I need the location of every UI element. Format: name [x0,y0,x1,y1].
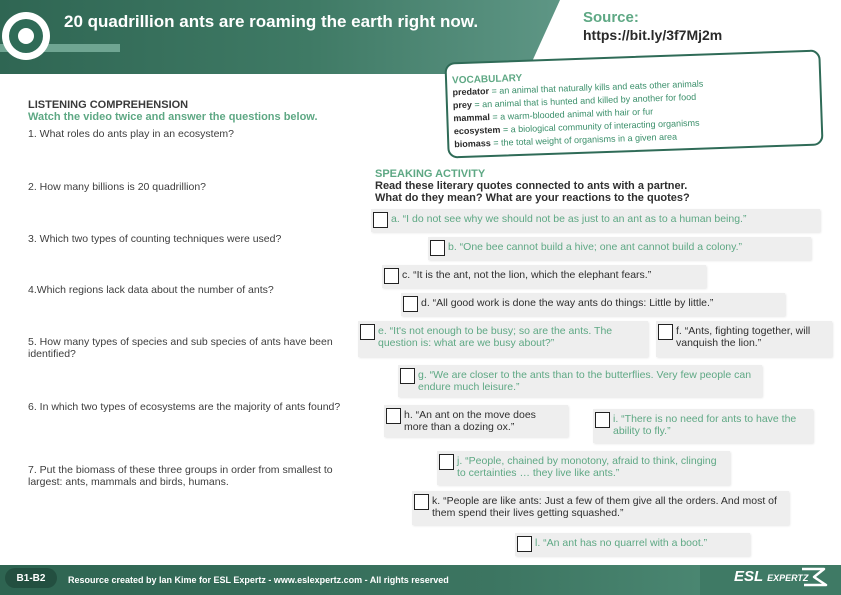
quote-checkbox[interactable] [439,454,454,470]
quote-e: e. “It's not enough to be busy; so are the ants. The question is: what are we busy about?” [358,321,648,357]
speaking-instruction: Read these literary quotes connected to ants with a partner. [375,180,688,192]
target-logo-icon [2,12,50,60]
quote-c: c. “It is the ant, not the lion, which the elephant fears.” [382,265,706,288]
vocabulary-title: VOCABULARY [451,72,523,87]
quote-d: d. “All good work is done the way ants do things: Little by little.” [401,293,785,316]
brand-subname: EXPERTZ [767,573,809,583]
quote-checkbox[interactable] [430,240,445,256]
quote-checkbox[interactable] [414,494,429,510]
quote-checkbox[interactable] [384,268,399,284]
brand-name: ESL [734,568,763,585]
question-3: 3. Which two types of counting techniques were used? [28,233,282,245]
question-4: 4.Which regions lack data about the number of ants? [28,284,274,296]
page-title: 20 quadrillion ants are roaming the earth right now. [64,12,479,31]
brand-arrow-icon [800,565,830,589]
quote-f: f. “Ants, fighting together, will vanquish the lion.” [656,321,832,357]
level-badge: B1-B2 [5,568,57,588]
question-2: 2. How many billions is 20 quadrillion? [28,181,207,193]
quote-checkbox[interactable] [373,212,388,228]
quote-checkbox[interactable] [400,368,415,384]
question-6: 6. In which two types of ecosystems are the majority of ants found? [28,401,341,413]
quote-g: g. “We are closer to the ants than to the butterflies. Very few people can endure much leisure.” [398,365,762,397]
vocabulary-item: biomass = the total weight of organisms in a given area [454,131,678,150]
question-7: 7. Put the biomass of these three groups in order from smallest to largest: ants, mammals and birds, humans. [28,464,333,488]
vocabulary-box [444,49,823,158]
question-5: 5. How many types of species and sub species of ants have been identified? [28,336,333,360]
quote-k: k. “People are like ants: Just a few of them give all the orders. And most of them spend their lives getting squashed.” [412,491,789,525]
vocabulary-item: prey = an animal that is hunted and killed by another for food [452,91,697,111]
quote-h: h. “An ant on the move does more than a dozing ox.” [384,405,568,437]
footer-credit: Resource created by Ian Kime for ESL Expertz - www.eslexpertz.com - All rights reserved [68,575,449,585]
quote-checkbox[interactable] [403,296,418,312]
quote-j: j. “People, chained by monotony, afraid to think, clinging to certainties … they live like ants.” [437,451,730,485]
speaking-title: SPEAKING ACTIVITY [375,168,486,180]
question-1: 1. What roles do ants play in an ecosystem? [28,128,235,140]
quote-b: b. “One bee cannot build a hive; one ant cannot build a colony.” [428,237,811,260]
quote-checkbox[interactable] [595,412,610,428]
listening-instructions: Watch the video twice and answer the questions below. [28,111,318,123]
source-label: Source: [583,9,639,26]
speaking-question: What do they mean? What are your reactions to the quotes? [375,192,690,204]
vocabulary-item: ecosystem = a biological community of interacting organisms [453,117,700,137]
listening-title: LISTENING COMPREHENSION [28,99,189,111]
quote-checkbox[interactable] [517,536,532,552]
quote-checkbox[interactable] [360,324,375,340]
quote-a: a. “I do not see why we should not be as just to an ant as to a human being.” [371,209,820,232]
quote-i: i. “There is no need for ants to have the ability to fly.” [593,409,813,443]
quote-checkbox[interactable] [658,324,673,340]
vocabulary-item: predator = an animal that naturally kills and eats other animals [452,78,704,98]
vocabulary-item: mammal = a warm-blooded animal with hair or fur [453,106,654,124]
brand-logo [730,562,830,592]
quote-l: l. “An ant has no quarrel with a boot.” [515,533,750,556]
quote-checkbox[interactable] [386,408,401,424]
source-link[interactable]: https://bit.ly/3f7Mj2m [583,27,723,43]
